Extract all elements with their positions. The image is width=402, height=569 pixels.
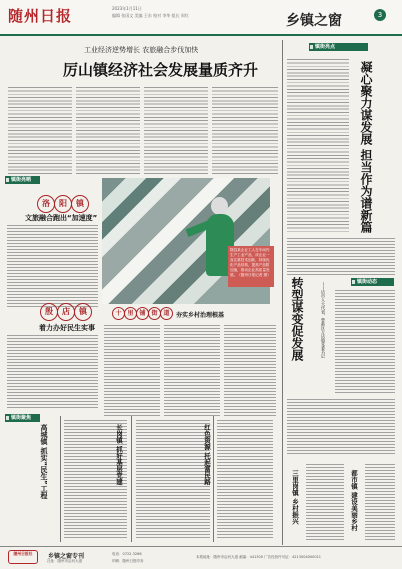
- shisanlong-circle-5: 道: [160, 307, 173, 320]
- wenzhuang-story-text: [7, 334, 98, 410]
- luoyang-story-text: [7, 224, 98, 308]
- luoyang-circle-2: 阳: [54, 195, 72, 213]
- main-story-kicker: 工业经济逆势增长 农旅融合步伐加快: [84, 46, 199, 54]
- tag-town-highlight: 镇街亮点: [309, 43, 368, 51]
- right-lower-story-text-2: [287, 398, 395, 454]
- wenzhuang-circle-1: 殷: [40, 303, 58, 321]
- footer-title: 乡镇之窗专刊: [48, 553, 85, 560]
- newspaper-logo: 随州日报社: [8, 550, 38, 564]
- wenzhuang-circle-3: 镇: [74, 303, 92, 321]
- shisanlong-circle-4: 街: [148, 307, 161, 320]
- bottom-story-4-headline: 三里岗镇 乡村振兴: [291, 470, 299, 525]
- bottom-story-5-headline: 都市镇 建设美丽乡村: [350, 470, 358, 531]
- bottom-story-2-headline: 长岗镇 抓好基层党建: [115, 424, 123, 485]
- editor-credit-line: 编辑 张国文 美编 王东 校对 李华 组长 周红: [112, 13, 189, 18]
- main-story-headline: 厉山镇经济社会发展量质齐升: [63, 61, 259, 79]
- right-story-headline: 凝心聚力谋发展 担当作为谱新篇: [359, 61, 373, 234]
- main-story-column-4: [212, 86, 278, 174]
- bottom-story-5-text: [365, 463, 395, 541]
- shisanlong-column-1: [104, 324, 160, 418]
- section-title: 乡镇之窗: [286, 13, 342, 29]
- footer-address: 社址：随州市沿河大道: [47, 559, 82, 563]
- main-story-column-3: [144, 86, 208, 174]
- wenzhuang-headline: 着力办好民生实事: [39, 324, 95, 332]
- date-line: 2023年1月11日: [112, 6, 142, 11]
- divider-vertical-3: [213, 416, 214, 542]
- shisanlong-column-2: [164, 324, 220, 418]
- shisanlong-column-3: [224, 324, 276, 418]
- divider-vertical-2: [131, 416, 132, 542]
- right-story-column-1: [287, 58, 349, 234]
- shisanlong-circle-1: 十: [112, 307, 125, 320]
- tag-town-spotlight: 镇街亮晒: [5, 176, 40, 184]
- luoyang-circle-1: 洛: [37, 195, 55, 213]
- footer-print: 印刷：随州日报印务: [112, 559, 144, 563]
- worker-head: [211, 197, 228, 215]
- bottom-story-3-headline: 红色资源 托起富民路: [203, 424, 211, 485]
- masthead: [0, 0, 402, 36]
- bottom-story-4-text: [306, 463, 344, 541]
- bottom-story-1-headline: 高城镇 抓实“民生”工程: [40, 424, 48, 499]
- footer-phone: 电话：0722-3266: [112, 552, 142, 556]
- bottom-story-3-text: [217, 419, 273, 540]
- wenzhuang-circle-2: 店: [57, 303, 75, 321]
- tag-town-news: 镇街动态: [351, 278, 394, 286]
- bottom-story-2-text: [136, 419, 210, 540]
- shisanlong-circle-3: 铺: [136, 307, 149, 320]
- shisanlong-circle-2: 里: [124, 307, 137, 320]
- main-story-column-1: [8, 86, 72, 174]
- right-lower-headline: 转型谋变促发展: [290, 277, 304, 361]
- right-story-continued: [287, 237, 395, 275]
- shisanlong-headline: 夯实乡村治理根基: [176, 312, 225, 319]
- tag-town-focus: 镇街聚焦: [5, 414, 40, 422]
- right-column-divider: [282, 40, 283, 545]
- main-story-column-2: [76, 86, 140, 174]
- photo-caption: 随县某企业工人在车间内生产工业产品，该企业一直注重技术创新，持续优化产品结构，提高产品附加值，推动企业高质量发展。（随州日报记者 摄）: [228, 246, 274, 287]
- newspaper-name: 随州日报: [8, 7, 73, 25]
- luoyang-headline: 文旅融合跑出“加速度”: [25, 214, 98, 222]
- divider-vertical-1: [60, 416, 61, 542]
- right-lower-side-note: ——访市人大代表、曾都区万店镇党委书记: [321, 282, 326, 358]
- right-lower-story-text-1: [335, 289, 395, 393]
- luoyang-circle-3: 镇: [71, 195, 89, 213]
- footer-notice: 本报地址：随州市沿河大道 邮编：441300 广告经营许可证：4213004000011: [196, 555, 322, 559]
- page-number-badge: 3: [374, 9, 386, 21]
